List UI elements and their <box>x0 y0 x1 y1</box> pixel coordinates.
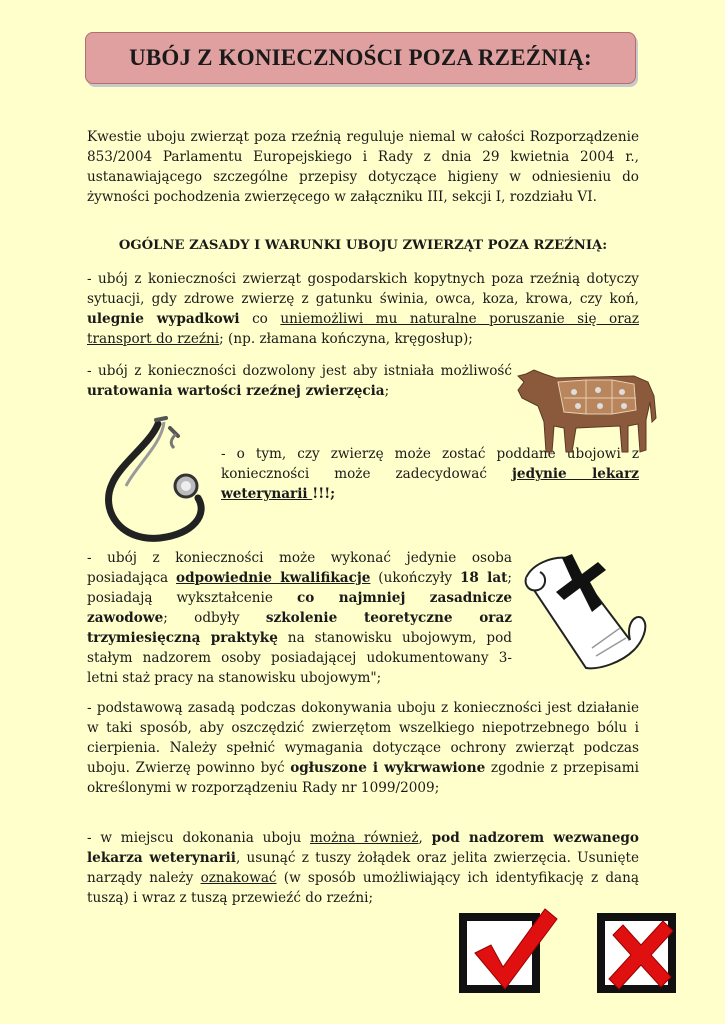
page-title: UBÓJ Z KONIECZNOŚCI POZA RZEŹNIĄ: <box>129 45 592 70</box>
rule-vet-decision: - o tym, czy zwierzę może zostać poddane ubojowi z konieczności może zadecydować jedynie lekarz weterynarii !!!; <box>221 446 640 502</box>
rule-value: - ubój z konieczności dozwolony jest aby istniała możliwość uratowania wartości rzeźnej zwierzęcia; <box>87 363 512 399</box>
rule-accident: - ubój z konieczności zwierząt gospodarskich kopytnych poza rzeźnią dotyczy sytuacji, gdy zdrowe zwierzę z gatunku świnia, owca, koza, krowa, czy koń, ulegnie wypadkowi co uniemożliwi mu naturalne poruszanie się oraz transport do rzeźni; (np. złamana kończyna, kręgosłup); <box>87 271 639 347</box>
rule-stunning: - podstawową zasadą podczas dokonywania uboju z konieczności jest działanie w taki sposób, aby oszczędzić zwierzętom wszelkiego niepotrzebnego bólu i cierpienia. Należy spełnić wymagania dotyczące ochrony zwierząt podczas uboju. Zwierzę powinno być ogłuszone i wykrwawione zgodnie z przepisami określonymi w rozporządzeniu Rady nr 1099/2009; <box>87 700 640 796</box>
intro-paragraph: Kwestie uboju zwierząt poza rzeźnią reguluje niemal w całości Rozporządzenie 853/2004 Parlamentu Europejskiego i Rady z dnia 29 kwietnia 2004 r., ustanawiającego szczególne przepisy dotyczące higieny w odniesieniu do żywności pochodzenia zwierzęcego w załączniku III, sekcji I, rozdziału VI. <box>87 129 639 205</box>
rule-qualifications: - ubój z konieczności może wykonać jedynie osoba posiadająca odpowiednie kwalifikacje (ukończyły 18 lat; posiadają wykształcenie co najmniej zasadnicze zawodowe; odbyły szkolenie teoretyczne oraz trzymiesięczną praktykę na stanowisku ubojowym, pod stałym nadzorem osoby posiadającej udokumentowany 3-letni staż pracy na stanowisku ubojowym"; <box>87 550 513 686</box>
rule-organs: - w miejscu dokonania uboju można również, pod nadzorem wezwanego lekarza weterynarii, usunąć z tuszy żołądek oraz jelita zwierzęcia. Usunięte narządy należy oznakować (w sposób umożliwiający ich identyfikację z daną tuszą) i wraz z tuszą przewieźć do rzeźni; <box>87 830 640 906</box>
section-heading: OGÓLNE ZASADY I WARUNKI UBOJU ZWIERZĄT POZA RZEŹNIĄ: <box>118 238 608 253</box>
cross-box-icon <box>597 913 676 993</box>
stethoscope-icon <box>90 414 214 546</box>
checkmark-box-icon <box>459 913 540 993</box>
certificate-scroll-icon <box>522 552 652 674</box>
cow-icon <box>516 362 662 460</box>
title-banner <box>85 32 636 84</box>
